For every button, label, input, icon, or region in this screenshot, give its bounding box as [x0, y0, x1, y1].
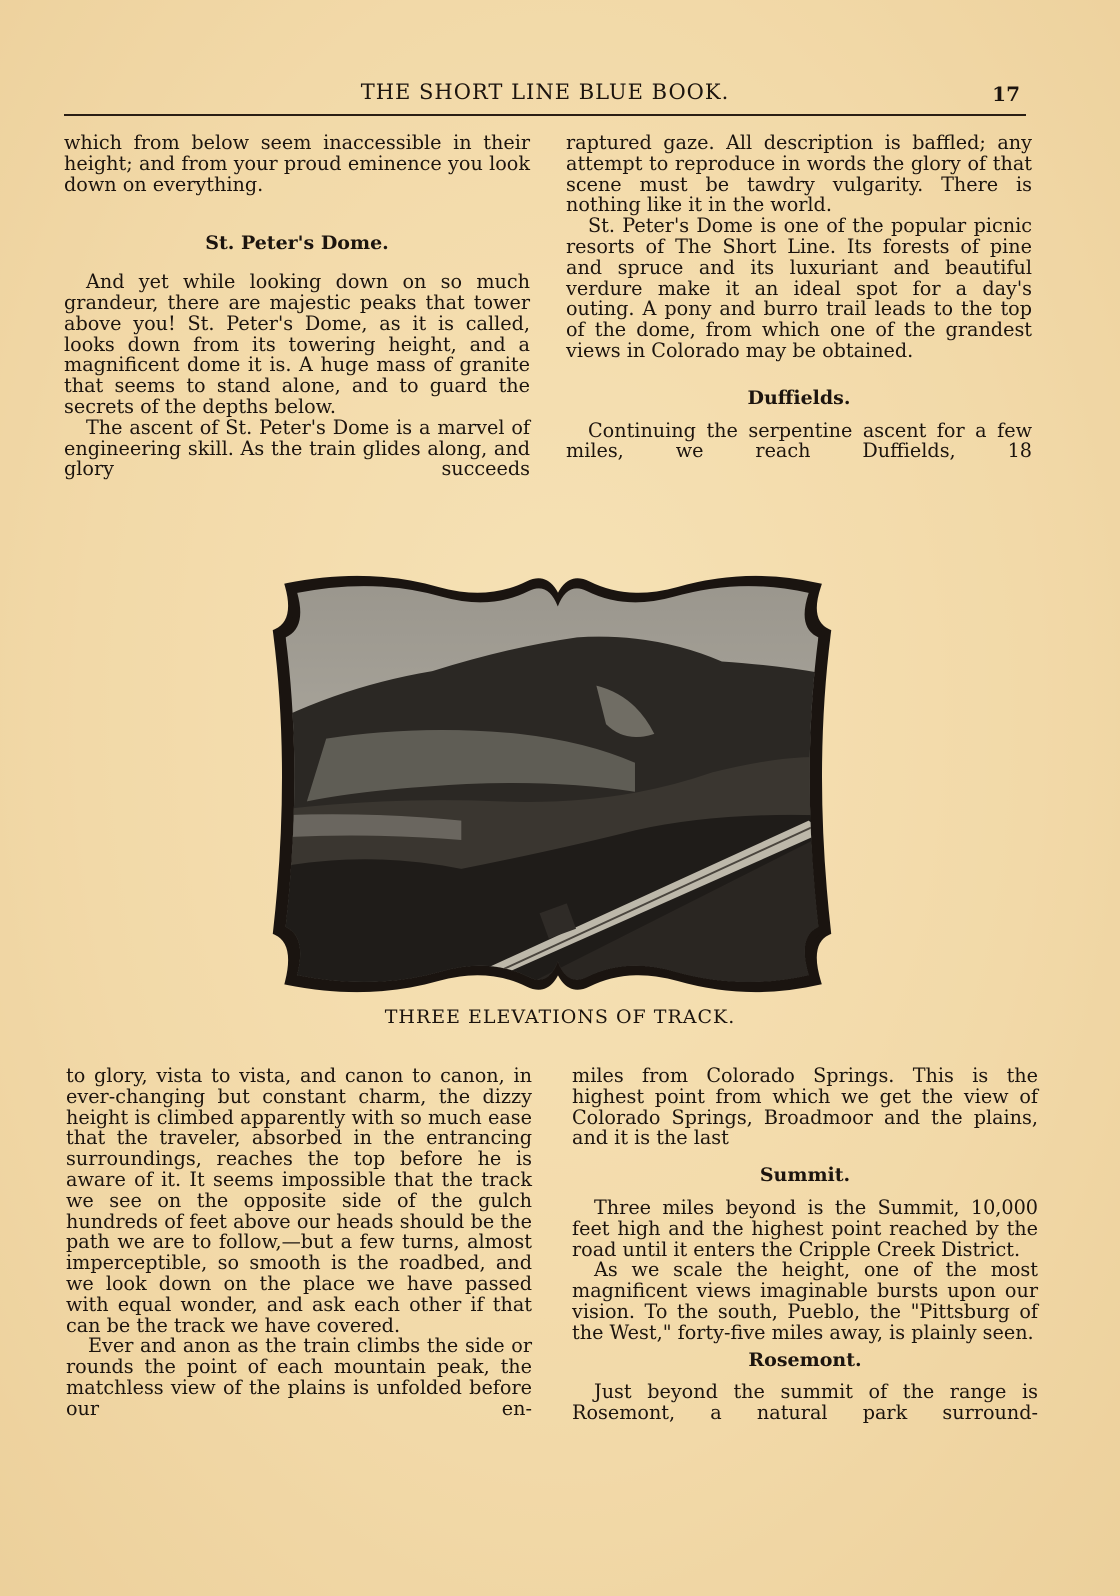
section-heading-summit: Summit.: [759, 1164, 851, 1187]
paragraph: Ever and anon as the train climbs the side or rounds the point of each mountain peak, the matchless view of the plains is unfolded before our en-: [66, 1334, 532, 1420]
paragraph: raptured gaze. All description is baffled; any attempt to reproduce in words the glory of that scene must be tawdry vulgarity. There is nothing like it in the world.: [566, 131, 1032, 217]
top-left-column: [64, 133, 530, 480]
paragraph: Just beyond the summit of the range is Rosemont, a natural park surround-: [572, 1380, 1038, 1425]
section-heading-rosemont: Rosemont.: [748, 1348, 862, 1371]
top-right-column: [566, 133, 1032, 462]
paragraph: And yet while looking down on so much grandeur, there are majestic peaks that tower above you! St. Peter's Dome, as it is called, looks down from its towering height, and a magnificent dome it is. A huge mass of granite that seems to stand alone, and to guard the secrets of the depths below.: [64, 270, 530, 418]
paragraph: The ascent of St. Peter's Dome is a marvel of engineering skill. As the train glides along, and glory succeeds: [64, 415, 530, 481]
photo-frame: [258, 572, 846, 996]
paragraph: miles from Colorado Springs. This is the highest point from which we get the view of Colorado Springs, Broadmoor and the plains, and it is the last: [572, 1064, 1038, 1150]
page-number: 17: [992, 82, 1020, 106]
bottom-left-column: [66, 1066, 532, 1420]
paragraph: St. Peter's Dome is one of the popular picnic resorts of The Short Line. Its forests of pine and spruce and its luxuriant and beautiful verdure make it an ideal spot for a day's outing. A pony and burro trail leads to the top of the dome, from which one of the grandest views in Colorado may be obtained.: [566, 214, 1032, 362]
paragraph: to glory, vista to vista, and canon to canon, in ever-changing but constant charm, the dizzy height is climbed apparently with so much ease that the traveler, absorbed in the entrancing surroundings, reaches the top before he is aware of it. It seems impossible that the track we see on the opposite side of the gulch hundreds of feet above our heads should be the path we are to follow,—but a few turns, almost imperceptible, so smooth is the roadbed, and we look down on the place we have passed with equal wonder, and ask each other if that can be the track we have covered.: [66, 1064, 532, 1337]
figure-caption: THREE ELEVATIONS OF TRACK.: [384, 1006, 736, 1028]
section-heading-duffields: Duffields.: [747, 386, 851, 409]
paragraph: Three miles beyond is the Summit, 10,000 feet high and the highest point reached by the road until it enters the Cripple Creek District.: [572, 1195, 1038, 1261]
bottom-right-column: [572, 1066, 1038, 1424]
paragraph: As we scale the height, one of the most magnificent views imaginable bursts upon our vision. To the south, Pueblo, the "Pittsburg of the West," forty-five miles away, is plainly seen.: [572, 1258, 1038, 1344]
paragraph: Continuing the serpentine ascent for a few miles, we reach Duffields, 18: [566, 418, 1032, 463]
book-title: THE SHORT LINE BLUE BOOK.: [360, 80, 730, 104]
photograph-track-elevations: [258, 572, 846, 996]
paragraph: which from below seem inaccessible in their height; and from your proud eminence you look down on everything.: [64, 131, 530, 196]
section-heading-st-peters-dome: St. Peter's Dome.: [205, 232, 389, 255]
running-header: [64, 80, 1026, 116]
